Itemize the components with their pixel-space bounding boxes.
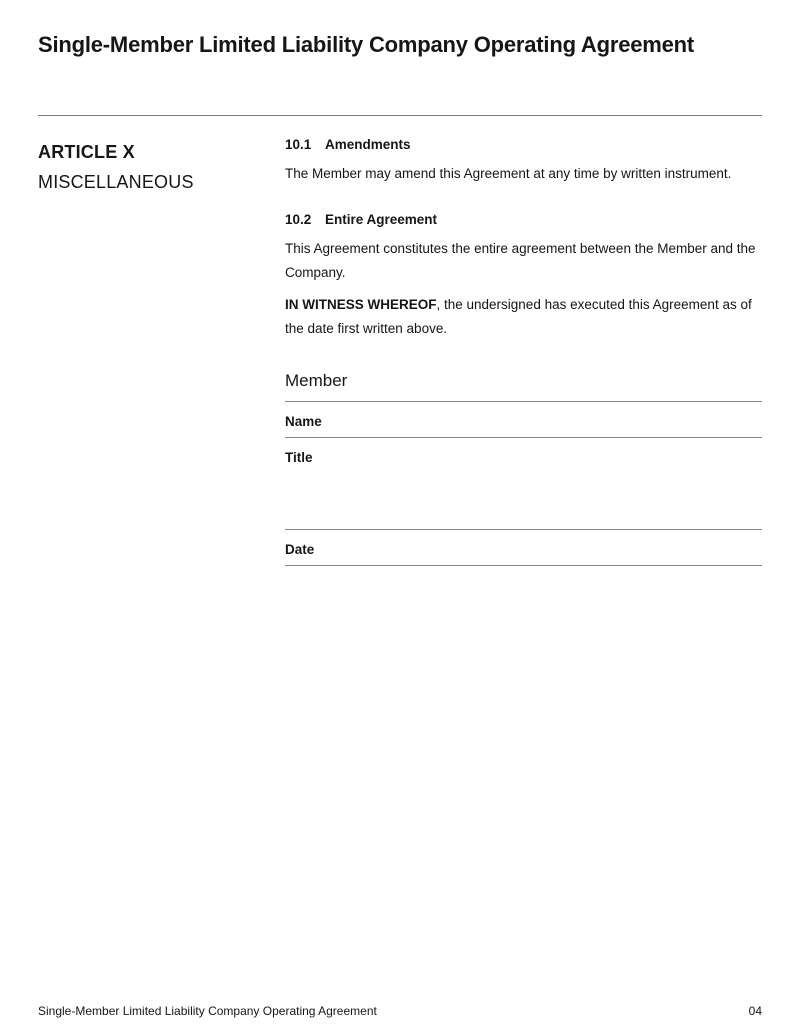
section-amendments — [285, 137, 762, 186]
page-footer — [38, 1004, 762, 1018]
witness-clause — [285, 293, 762, 341]
footer-page-number: 04 — [748, 1004, 762, 1018]
signature-party-label: Member — [285, 371, 762, 402]
signature-title-field: Title — [285, 450, 313, 466]
section-heading — [285, 137, 762, 153]
signature-line — [285, 466, 762, 530]
section-number: 10.2 — [285, 212, 312, 228]
section-entire-agreement — [285, 212, 762, 285]
section-body-text: This Agreement constitutes the entire agreement between the Member and the Company. — [285, 241, 756, 281]
article-body — [285, 137, 762, 566]
footer-document-name: Single-Member Limited Liability Company Operating Agreement — [38, 1004, 377, 1018]
section-heading-text: Entire Agreement — [325, 212, 438, 228]
signature-name-field: Name — [285, 402, 762, 438]
section-heading-text: Amendments — [325, 137, 411, 153]
section-heading — [285, 212, 762, 228]
witness-remainder: , the undersigned has executed this Agreement as of the date first written above. — [285, 297, 752, 337]
article-name: MISCELLANEOUS — [38, 172, 194, 193]
article-sidebar — [38, 137, 285, 566]
signature-block — [285, 371, 762, 566]
section-body-text: The Member may amend this Agreement at any time by written instrument. — [285, 166, 732, 182]
section-number: 10.1 — [285, 137, 312, 153]
article-number: ARTICLE X — [38, 142, 135, 163]
witness-lead-in: IN WITNESS WHEREOF — [285, 297, 437, 313]
title-divider — [38, 115, 762, 116]
signature-date-field: Date — [285, 530, 762, 566]
document-title: Single-Member Limited Liability Company Operating Agreement — [38, 32, 695, 57]
article-section — [38, 137, 762, 566]
